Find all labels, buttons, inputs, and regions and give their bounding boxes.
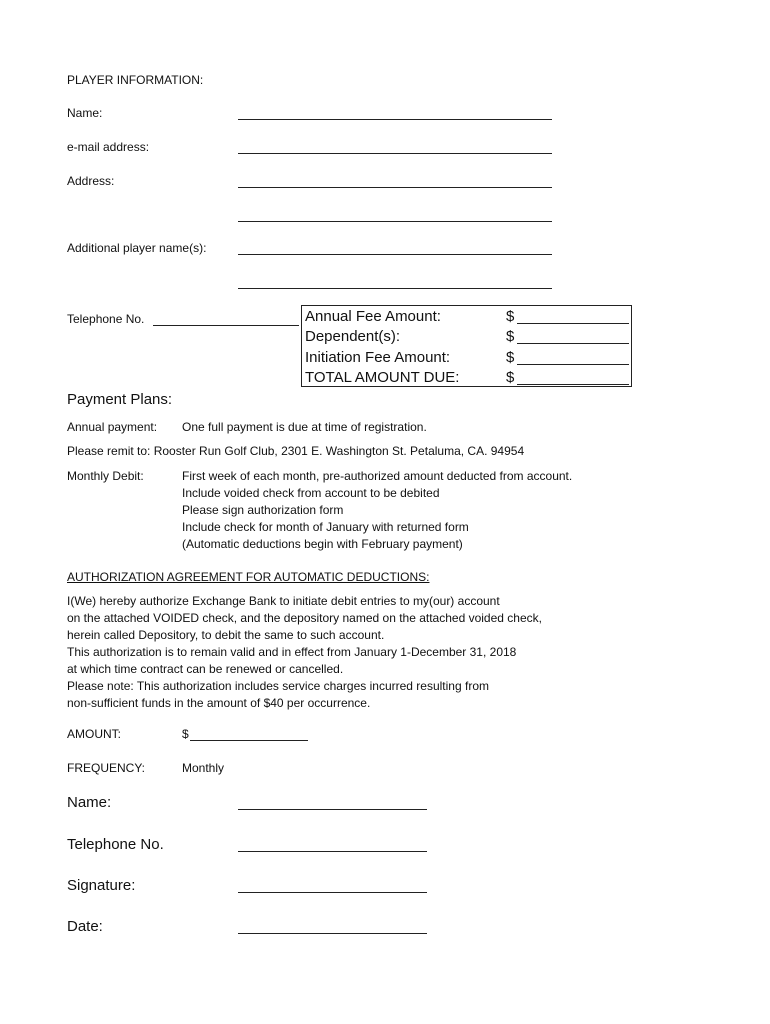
name-field[interactable] — [238, 119, 552, 120]
remit-to-text: Please remit to: Rooster Run Golf Club, 2301 E. Washington St. Petaluma, CA. 94954 — [67, 444, 525, 458]
fee-summary-box — [301, 305, 632, 387]
amount-currency: $ — [182, 727, 189, 741]
signer-name-field[interactable] — [238, 809, 427, 810]
monthly-line: (Automatic deductions begin with February payment) — [182, 537, 463, 551]
player-info-heading: PLAYER INFORMATION: — [67, 73, 204, 87]
annual-fee-label: Annual Fee Amount: — [305, 308, 441, 325]
monthly-debit-details — [182, 468, 572, 553]
currency-symbol: $ — [506, 369, 515, 386]
frequency-label: FREQUENCY: — [67, 761, 146, 775]
signer-telephone-field[interactable] — [238, 851, 427, 852]
authorization-line: herein called Depository, to debit the same to such account. — [67, 628, 385, 642]
monthly-debit-label: Monthly Debit: — [67, 469, 144, 483]
authorization-line: non-sufficient funds in the amount of $40 per occurrence. — [67, 696, 371, 710]
telephone-field[interactable] — [153, 325, 299, 326]
annual-payment-text: One full payment is due at time of registration. — [182, 420, 427, 434]
authorization-line: I(We) hereby authorize Exchange Bank to initiate debit entries to my(our) account — [67, 594, 500, 608]
total-due-label: TOTAL AMOUNT DUE: — [305, 369, 460, 386]
initiation-fee-label: Initiation Fee Amount: — [305, 349, 451, 366]
initiation-fee-field[interactable] — [517, 364, 629, 365]
dependents-field[interactable] — [517, 343, 629, 344]
currency-symbol: $ — [506, 328, 515, 345]
authorization-line: This authorization is to remain valid and in effect from January 1-December 31, 2018 — [67, 645, 517, 659]
authorization-text — [67, 593, 542, 712]
total-due-row — [305, 369, 631, 389]
additional-player-field-1[interactable] — [238, 254, 552, 255]
monthly-line: Include voided check from account to be debited — [182, 486, 440, 500]
address-field-line-2[interactable] — [238, 221, 552, 222]
signer-name-label: Name: — [67, 794, 112, 811]
authorization-heading: AUTHORIZATION AGREEMENT FOR AUTOMATIC DEDUCTIONS: — [67, 570, 430, 584]
monthly-line: First week of each month, pre-authorized amount deducted from account. — [182, 469, 573, 483]
additional-player-field-2[interactable] — [238, 288, 552, 289]
currency-symbol: $ — [506, 349, 515, 366]
signature-field[interactable] — [238, 892, 427, 893]
dependents-label: Dependent(s): — [305, 328, 401, 345]
date-label: Date: — [67, 918, 103, 935]
address-label: Address: — [67, 174, 115, 188]
currency-symbol: $ — [506, 308, 515, 325]
monthly-line: Please sign authorization form — [182, 503, 344, 517]
name-label: Name: — [67, 106, 103, 120]
date-field[interactable] — [238, 933, 427, 934]
additional-player-label: Additional player name(s): — [67, 241, 207, 255]
annual-fee-row — [305, 308, 631, 328]
signer-telephone-label: Telephone No. — [67, 836, 164, 853]
frequency-value: Monthly — [182, 761, 225, 775]
annual-fee-field[interactable] — [517, 323, 629, 324]
authorization-line: Please note: This authorization includes service charges incurred resulting from — [67, 679, 489, 693]
amount-label: AMOUNT: — [67, 727, 121, 741]
total-due-field[interactable] — [517, 384, 629, 385]
signature-label: Signature: — [67, 877, 136, 894]
payment-plans-heading: Payment Plans: — [67, 391, 173, 408]
email-field[interactable] — [238, 153, 552, 154]
initiation-fee-row — [305, 349, 631, 369]
telephone-label: Telephone No. — [67, 312, 145, 326]
dependents-row — [305, 328, 631, 348]
amount-field[interactable] — [190, 740, 308, 741]
authorization-line: on the attached VOIDED check, and the depository named on the attached voided check, — [67, 611, 542, 625]
annual-payment-label: Annual payment: — [67, 420, 158, 434]
authorization-line: at which time contract can be renewed or cancelled. — [67, 662, 344, 676]
email-label: e-mail address: — [67, 140, 150, 154]
address-field-line-1[interactable] — [238, 187, 552, 188]
monthly-line: Include check for month of January with returned form — [182, 520, 469, 534]
